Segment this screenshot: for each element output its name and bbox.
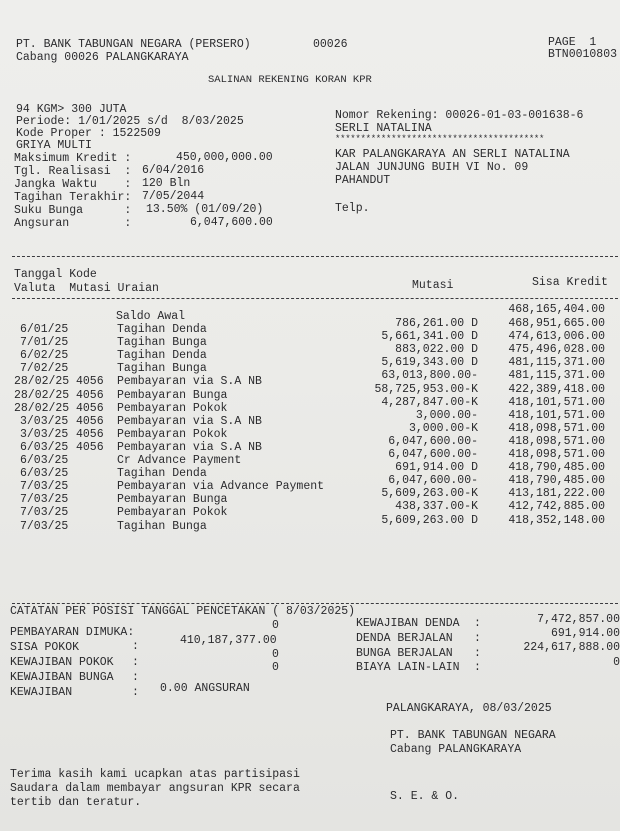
row-mutasi: 6,047,600.00- — [388, 448, 478, 461]
see-note: S. E. & O. — [390, 790, 460, 803]
row-mutasi: 5,661,341.00 D — [381, 330, 478, 344]
row-date: 7/03/25 — [20, 480, 69, 494]
summary-colon: : — [132, 686, 139, 699]
address-line: KAR PALANGKARAYA AN SERLI NATALINA — [335, 148, 570, 161]
field-label: Angsuran : — [14, 217, 132, 230]
row-desc: Tagihan Bunga — [117, 362, 207, 376]
row-sisa: 418,352,148.00 — [508, 513, 605, 527]
account-number: Nomor Rekening: 00026-01-03-001638-6 — [335, 109, 584, 122]
summary-label: PEMBAYARAN DIMUKA: — [10, 626, 135, 639]
row-sisa: 413,181,222.00 — [508, 487, 605, 501]
thanks-line: Saudara dalam membayar angsuran KPR secara — [10, 782, 300, 795]
row-desc: Tagihan Denda — [117, 349, 207, 363]
customer-name: SERLI NATALINA — [335, 122, 432, 135]
summary-value: 0.00 ANGSURAN — [160, 682, 250, 695]
summary-colon: : — [474, 617, 481, 630]
summary-value: 410,187,377.00 — [180, 634, 277, 647]
row-sisa: 474,613,006.00 — [508, 330, 605, 344]
row-date: 7/03/25 — [20, 519, 69, 533]
thanks-line: tertib dan teratur. — [10, 796, 142, 809]
row-desc: Pembayaran Bunga — [117, 493, 228, 507]
separator — [12, 603, 618, 604]
row-date: 3/03/25 — [20, 414, 69, 428]
row-date: 3/03/25 — [20, 427, 69, 441]
row-mutasi: 5,609,263.00-K — [381, 487, 478, 501]
separator — [12, 256, 618, 257]
row-desc: Pembayaran via S.A NB — [117, 375, 262, 389]
product-line: 94 KGM> 300 JUTA — [16, 103, 127, 116]
field-value: 13.50% (01/09/20) — [146, 203, 264, 216]
summary-value: 691,914.00 — [550, 627, 620, 640]
field-value: 7/05/2044 — [142, 190, 205, 203]
row-sisa: 418,790,485.00 — [508, 474, 605, 488]
summary-label: SISA POKOK — [10, 641, 80, 654]
row-date: 28/02/25 — [14, 401, 70, 415]
row-mutasi: 438,337.00-K — [395, 500, 478, 514]
thanks-line: Terima kasih kami ucapkan atas partisipasi — [10, 768, 300, 781]
row-mutasi: 58,725,953.00-K — [374, 382, 478, 396]
row-desc: Pembayaran Bunga — [117, 388, 228, 402]
row-mutasi: 883,022.00 D — [395, 343, 478, 357]
row-code: 4056 — [76, 427, 104, 441]
summary-label: BIAYA LAIN-LAIN — [356, 661, 460, 674]
housing-type: GRIYA MULTI — [16, 139, 92, 152]
row-sisa: 418,101,571.00 — [508, 395, 605, 409]
telp-label: Telp. — [335, 202, 370, 215]
field-value: 6/04/2016 — [142, 164, 205, 177]
row-sisa: 481,115,371.00 — [508, 369, 605, 383]
row-sisa: 412,742,885.00 — [508, 500, 605, 514]
stars-separator: ***************************************** — [335, 134, 545, 144]
saldo-awal-label: Saldo Awal — [116, 310, 186, 323]
summary-value: 0 — [613, 656, 620, 669]
kode-proper-line: Kode Proper : 1522509 — [16, 127, 161, 140]
header-tanggal-kode: Tanggal Kode — [14, 268, 97, 281]
place-date: PALANGKARAYA, 08/03/2025 — [386, 702, 552, 715]
header-mutasi: Mutasi — [412, 279, 454, 292]
row-sisa: 418,790,485.00 — [508, 461, 605, 475]
row-code: 4056 — [76, 440, 104, 454]
footer-branch: Cabang PALANGKARAYA — [390, 743, 522, 756]
summary-colon: : — [474, 661, 481, 674]
summary-label: KEWAJIBAN DENDA — [356, 617, 460, 630]
summary-label: BUNGA BERJALAN — [356, 647, 453, 660]
address-line: JALAN JUNJUNG BUIH VI No. 09 — [335, 161, 529, 174]
row-date: 6/01/25 — [20, 323, 69, 336]
row-sisa: 481,115,371.00 — [508, 356, 605, 370]
summary-label: KEWAJIBAN — [10, 686, 73, 699]
row-sisa: 418,098,571.00 — [508, 448, 605, 461]
branch-code: 00026 — [313, 38, 348, 51]
field-value: 120 Bln — [142, 177, 191, 190]
summary-label: KEWAJIBAN BUNGA — [10, 671, 114, 684]
row-sisa: 418,101,571.00 — [508, 408, 605, 422]
row-mutasi: 5,619,343.00 D — [381, 356, 478, 370]
row-code: 4056 — [76, 414, 104, 428]
row-desc: Pembayaran Pokok — [117, 506, 228, 520]
row-desc: Pembayaran Pokok — [117, 401, 228, 415]
row-mutasi: 786,261.00 D — [395, 317, 478, 330]
row-desc: Pembayaran via S.A NB — [117, 414, 262, 428]
field-value: 6,047,600.00 — [190, 216, 273, 229]
row-code: 4056 — [76, 401, 104, 415]
summary-colon: : — [132, 656, 139, 669]
address-line: PAHANDUT — [335, 174, 391, 187]
summary-colon: : — [474, 647, 481, 660]
row-date: 28/02/25 — [14, 388, 70, 402]
field-label: Suku Bunga : — [14, 204, 132, 217]
row-desc: Pembayaran Pokok — [117, 427, 228, 441]
summary-title: CATATAN PER POSISI TANGGAL PENCETAKAN ( 8/03/2025) — [10, 605, 356, 618]
row-date: 28/02/25 — [14, 375, 70, 389]
branch-line: Cabang 00026 PALANGKARAYA — [16, 51, 189, 64]
row-date: 6/02/25 — [20, 349, 69, 363]
summary-label: KEWAJIBAN POKOK — [10, 656, 114, 669]
row-date: 6/03/25 — [20, 440, 69, 454]
summary-colon: : — [474, 632, 481, 645]
row-desc: Tagihan Denda — [117, 467, 207, 481]
row-desc: Tagihan Bunga — [117, 519, 207, 533]
row-desc: Tagihan Denda — [117, 323, 207, 336]
row-sisa: 468,951,665.00 — [508, 317, 605, 330]
row-date: 7/02/25 — [20, 362, 69, 376]
field-label: Tagihan Terakhir: — [14, 191, 132, 204]
row-code: 4056 — [76, 375, 104, 389]
field-label: Jangka Waktu : — [14, 178, 132, 191]
row-date: 6/03/25 — [20, 467, 69, 481]
header-valuta-mutasi-uraian: Valuta Mutasi Uraian — [14, 282, 159, 295]
bank-name: PT. BANK TABUNGAN NEGARA (PERSERO) — [16, 38, 251, 51]
summary-value: 0 — [272, 619, 279, 632]
row-mutasi: 3,000.00-K — [408, 421, 478, 435]
row-date: 7/03/25 — [20, 493, 69, 507]
row-mutasi: 691,914.00 D — [395, 461, 478, 475]
summary-colon: : — [132, 671, 139, 684]
row-sisa: 422,389,418.00 — [508, 382, 605, 396]
form-code: BTN0010803 — [548, 48, 618, 61]
row-mutasi: 3,000.00- — [415, 408, 478, 422]
separator — [12, 298, 618, 299]
row-desc: Pembayaran via Advance Payment — [117, 480, 325, 494]
row-sisa: 418,098,571.00 — [508, 434, 605, 448]
summary-value: 224,617,888.00 — [523, 641, 620, 654]
field-label: Tgl. Realisasi : — [14, 165, 132, 178]
row-date: 7/01/25 — [20, 336, 69, 350]
row-mutasi: 6,047,600.00- — [388, 474, 478, 488]
summary-value: 0 — [272, 661, 279, 674]
row-sisa: 475,496,028.00 — [508, 343, 605, 357]
row-date: 6/03/25 — [20, 454, 69, 467]
summary-colon: : — [132, 640, 139, 653]
row-mutasi: 4,287,847.00-K — [381, 395, 478, 409]
summary-label: DENDA BERJALAN — [356, 632, 453, 645]
field-value: 450,000,000.00 — [176, 151, 273, 164]
summary-value: 7,472,857.00 — [537, 613, 620, 626]
periode-line: Periode: 1/01/2025 s/d 8/03/2025 — [16, 115, 244, 128]
row-desc: Tagihan Bunga — [117, 336, 207, 350]
row-mutasi: 6,047,600.00- — [388, 434, 478, 448]
header-sisa-kredit: Sisa Kredit — [532, 276, 608, 289]
field-label: Maksimum Kredit : — [14, 152, 132, 165]
document-title: SALINAN REKENING KORAN KPR — [208, 74, 372, 86]
saldo-awal-value: 468,165,404.00 — [508, 303, 605, 316]
row-sisa: 418,098,571.00 — [508, 421, 605, 435]
row-mutasi: 63,013,800.00- — [381, 369, 478, 383]
row-desc: Cr Advance Payment — [117, 454, 242, 467]
row-code: 4056 — [76, 388, 104, 402]
row-date: 7/03/25 — [20, 506, 69, 520]
row-mutasi: 5,609,263.00 D — [381, 513, 478, 527]
summary-value: 0 — [272, 648, 279, 661]
row-desc: Pembayaran via S.A NB — [117, 440, 262, 454]
page-number: PAGE 1 — [548, 36, 597, 49]
footer-bank: PT. BANK TABUNGAN NEGARA — [390, 729, 556, 742]
